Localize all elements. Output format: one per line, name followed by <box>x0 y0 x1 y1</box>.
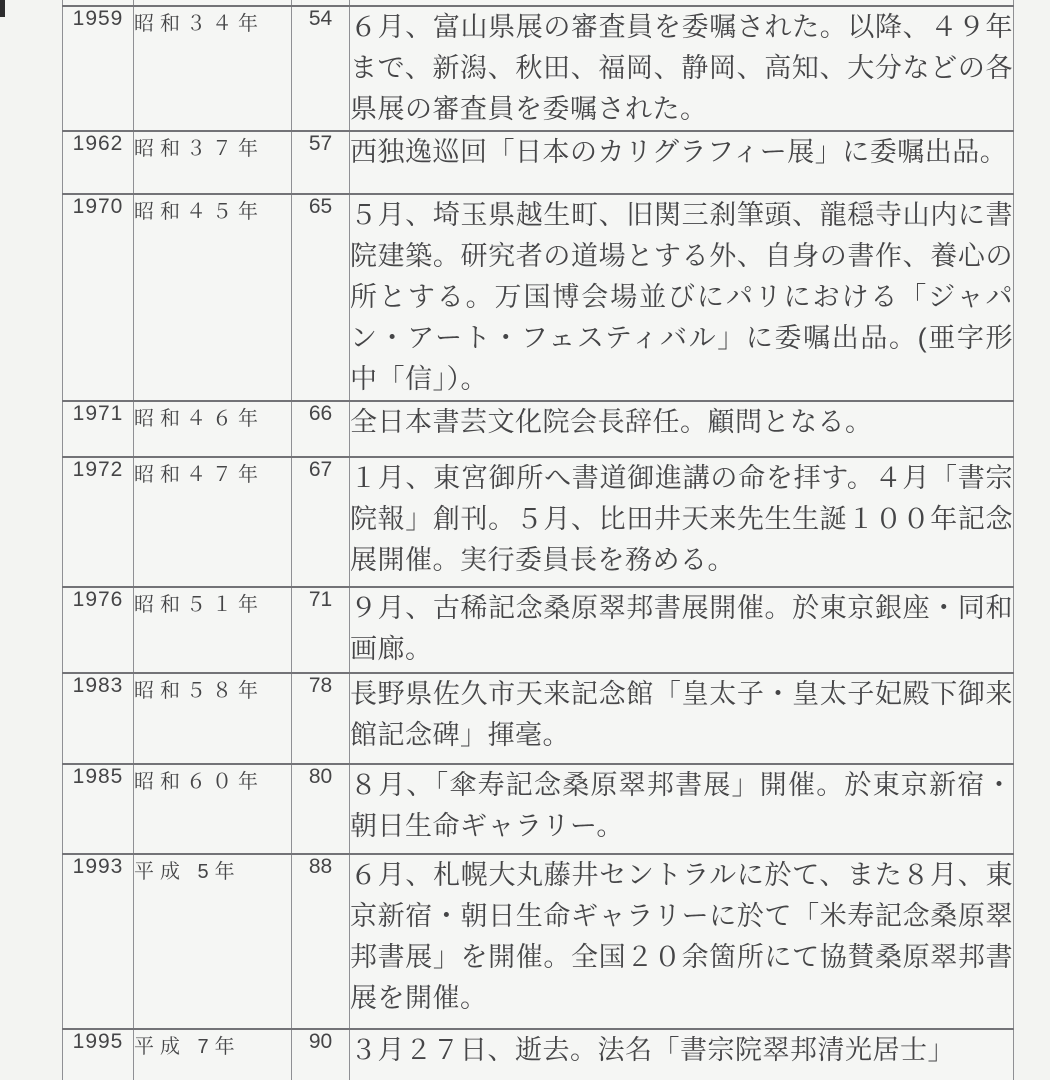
year-cell: 1971 <box>63 401 134 457</box>
age-cell: 54 <box>292 6 350 131</box>
age-cell: 66 <box>292 401 350 457</box>
age-cell: 71 <box>292 587 350 673</box>
table-row <box>63 764 1014 854</box>
events-cell: １月、東宮御所へ書道御進講の命を拝す。４月「書宗院報」創刊。５月、比田井天来先生生誕１００年記念展開催。実行委員長を務める。 <box>350 457 1014 587</box>
age-cell: 57 <box>292 131 350 194</box>
era-cell: 昭和３４年 <box>134 6 292 131</box>
age-cell: 67 <box>292 457 350 587</box>
year-cell: 1985 <box>63 764 134 854</box>
table-row <box>63 1029 1014 1080</box>
chronology-table-body <box>63 0 1014 1080</box>
events-cell: ８月、「傘寿記念桑原翠邦書展」開催。於東京新宿・朝日生命ギャラリー。 <box>350 764 1014 854</box>
events-cell: ５月、埼玉県越生町、旧関三刹筆頭、龍穏寺山内に書院建築。研究者の道場とする外、自身の書作、養心の所とする。万国博会場並びにパリにおける「ジャパン・アート・フェスティバル」に委嘱出品。(亜字形中「信」）。 <box>350 194 1014 401</box>
era-cell: 昭和５１年 <box>134 587 292 673</box>
table-row <box>63 401 1014 457</box>
era-cell: 平成 5年 <box>134 854 292 1029</box>
year-cell: 1959 <box>63 6 134 131</box>
events-cell: ３月２７日、逝去。法名「書宗院翠邦清光居士」 <box>350 1029 1014 1080</box>
era-cell: 昭和４５年 <box>134 194 292 401</box>
events-cell: 長野県佐久市天来記念館「皇太子・皇太子妃殿下御来館記念碑」揮毫。 <box>350 673 1014 764</box>
events-cell: 西独逸巡回「日本のカリグラフィー展」に委嘱出品。 <box>350 131 1014 194</box>
year-cell: 1983 <box>63 673 134 764</box>
era-cell: 昭和４７年 <box>134 457 292 587</box>
chronology-table <box>62 0 1014 1080</box>
table-row <box>63 457 1014 587</box>
year-cell: 1995 <box>63 1029 134 1080</box>
era-cell: 昭和６０年 <box>134 764 292 854</box>
year-cell: 1976 <box>63 587 134 673</box>
era-cell: 平成 7年 <box>134 1029 292 1080</box>
table-row <box>63 131 1014 194</box>
year-cell: 1972 <box>63 457 134 587</box>
events-cell: 全日本書芸文化院会長辞任。顧問となる。 <box>350 401 1014 457</box>
scan-artifact-mark <box>0 0 5 17</box>
table-row <box>63 6 1014 131</box>
table-row <box>63 673 1014 764</box>
table-row <box>63 854 1014 1029</box>
year-cell: 1993 <box>63 854 134 1029</box>
events-cell: ６月、札幌大丸藤井セントラルに於て、また８月、東京新宿・朝日生命ギャラリーに於て「米寿記念桑原翠邦書展」を開催。全国２０余箇所にて協賛桑原翠邦書展を開催。 <box>350 854 1014 1029</box>
era-cell: 昭和３７年 <box>134 131 292 194</box>
age-cell: 80 <box>292 764 350 854</box>
era-cell: 昭和４６年 <box>134 401 292 457</box>
events-cell: ９月、古稀記念桑原翠邦書展開催。於東京銀座・同和画廊。 <box>350 587 1014 673</box>
era-cell: 昭和５８年 <box>134 673 292 764</box>
year-cell: 1970 <box>63 194 134 401</box>
table-row <box>63 194 1014 401</box>
age-cell: 78 <box>292 673 350 764</box>
table-row <box>63 587 1014 673</box>
events-cell: ６月、富山県展の審査員を委嘱された。以降、４９年まで、新潟、秋田、福岡、静岡、高知、大分などの各県展の審査員を委嘱された。 <box>350 6 1014 131</box>
year-cell: 1962 <box>63 131 134 194</box>
age-cell: 90 <box>292 1029 350 1080</box>
age-cell: 65 <box>292 194 350 401</box>
age-cell: 88 <box>292 854 350 1029</box>
